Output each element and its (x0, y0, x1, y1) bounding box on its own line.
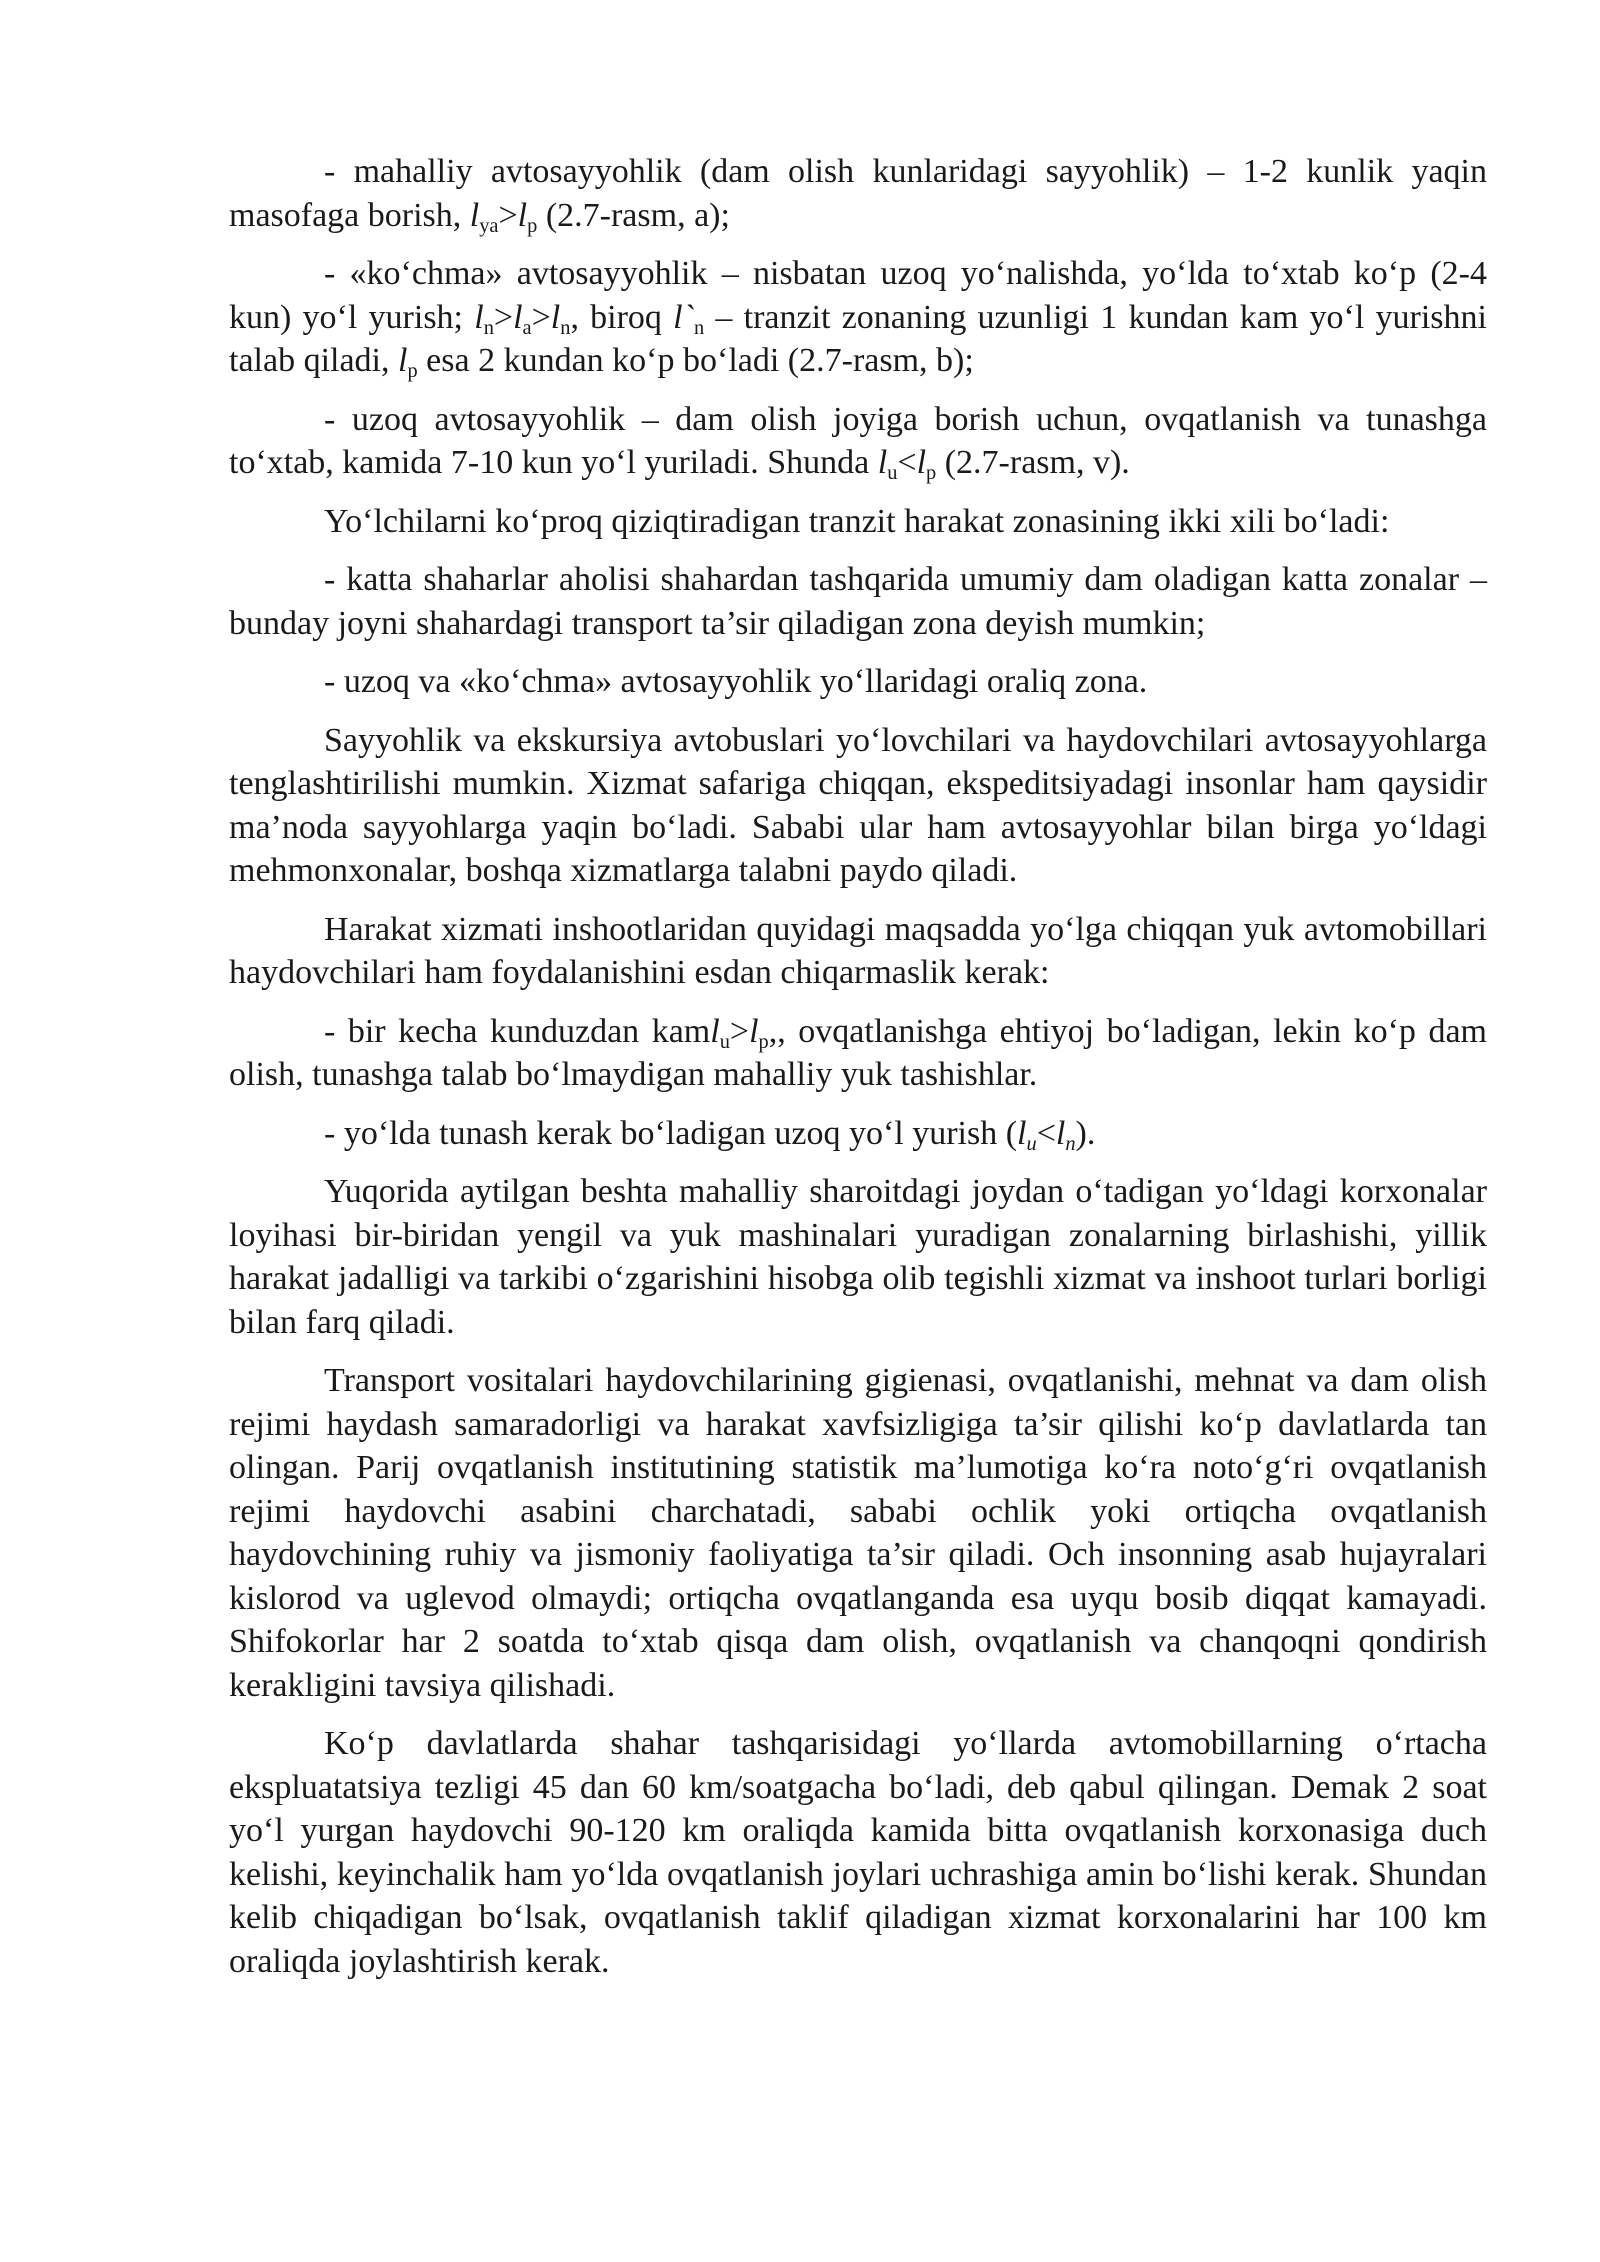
italic-variable: l (710, 1012, 720, 1050)
text-run: Harakat xizmati inshootlaridan quyidagi maqsadda yo‘lga chiqqan yuk avtomobillari haydovchilari ham foydalanishini esdan chiqarmaslik kerak: (229, 910, 1487, 991)
paragraph-enterprise-projects (229, 1170, 1487, 1344)
subscript (1027, 1133, 1037, 1155)
subscript-text: n (1065, 1132, 1076, 1155)
subscript: n (693, 316, 705, 339)
subscript: ya (479, 214, 499, 237)
document-page (229, 150, 1487, 1983)
subscript (1065, 1133, 1075, 1155)
subscript: p (407, 360, 418, 383)
italic-variable: l (916, 444, 927, 481)
text-run: < (897, 444, 917, 481)
paragraph-intermediate-zone (229, 660, 1487, 704)
italic-variable: l (517, 196, 528, 234)
subscript: a (522, 316, 532, 339)
text-run: > (498, 196, 518, 234)
text-run: Sayyohlik va ekskursiya avtobuslari yo‘lovchilari va haydovchilari avtosayyohlarga tenglashtirilishi mumkin. Xizmat safariga chiqqan, ekspeditsiyadagi insonlar ham qaysidir ma’noda sayyohlarga yaqin bo‘ladi. Sababi ular ham avtosayyohlar bilan birga yo‘ldagi mehmonxonalar, boshqa xizmatlarga talabni paydo qiladi. (229, 721, 1487, 889)
text-run: - yo‘lda tunash kerak bo‘ladigan uzoq yo‘l yurish ( (324, 1114, 1018, 1152)
subscript: n (560, 316, 571, 339)
paragraph-long-haul (229, 1112, 1487, 1156)
italic-variable: l (398, 342, 408, 379)
paragraph-local-freight (229, 1010, 1487, 1097)
text-run: , biroq (570, 298, 674, 336)
text-run: (2.7-rasm, a); (537, 196, 730, 234)
paragraph-transit-zones-intro (229, 500, 1487, 544)
subscript: p (926, 462, 937, 485)
text-run: - «ko‘chma» avtosayyohlik – nisbatan uzoq yo‘nalishda, yo‘lda to‘xtab ko‘p (2-4 kun) yo‘l yurish; (229, 255, 1487, 336)
text-run: > (729, 1012, 750, 1050)
paragraph-long-autotourism (229, 398, 1487, 485)
paragraph-local-autotourism (229, 150, 1487, 237)
text-run: - uzoq avtosayyohlik – dam olish joyiga borish uchun, ovqatlanish va tunashga to‘xtab, kamida 7-10 kun yo‘l yuriladi. Shunda (229, 400, 1487, 481)
text-run: - katta shaharlar aholisi shahardan tashqarida umumiy dam oladigan katta zonalar –bunday joyni shahardagi transport ta’sir qiladigan zona deyish mumkin; (229, 561, 1487, 642)
subscript: p (527, 214, 538, 237)
text-run: Transport vositalari haydovchilarining gigienasi, ovqatlanishi, mehnat va dam olish rejimi haydash samaradorligi va harakat xavfsizligiga ta’sir qilishi ko‘p davlatlarda tan olingan. Parij ovqatlanish institutining statistik ma’lumotiga ko‘ra noto‘g‘ri ovqatlanish rejimi haydovchi asabini charchatadi, sababi ochlik yoki ortiqcha ovqatlanish haydovchining ruhiy va jismoniy faoliyatiga ta’sir qiladi. Och insonning asab hujayralari kislorod va uglevod olmaydi; ortiqcha ovqatlanganda esa uyqu bosib diqqat kamayadi. Shifokorlar har 2 soatda to‘xtab qisqa dam olish, ovqatlanish va chanqoqni qondirish kerakligini tavsiya qilishadi. (229, 1362, 1487, 1704)
text-run: esa 2 kundan ko‘p bo‘ladi (2.7-rasm, b); (417, 342, 974, 379)
subscript: n (483, 316, 494, 339)
italic-variable: l (550, 298, 561, 336)
text-run: ). (1075, 1114, 1096, 1152)
text-run: > (493, 298, 514, 336)
paragraph-large-city-zones (229, 558, 1487, 645)
italic-variable: l (513, 298, 523, 336)
paragraph-operating-speed (229, 1722, 1487, 1983)
paragraph-bus-travellers (229, 719, 1487, 893)
subscript: u (887, 462, 898, 485)
italic-variable: l (469, 196, 480, 234)
paragraph-truck-drivers (229, 908, 1487, 995)
text-run: Ko‘p davlatlarda shahar tashqarisidagi yo‘llarda avtomobillarning o‘rtacha ekspluatatsiya tezligi 45 dan 60 km/soatgacha bo‘ladi, deb qabul qilingan. Demak 2 soat yo‘l yurgan haydovchi 90-120 km oraliqda kamida bitta ovqatlanish korxonasiga duch kelishi, keyinchalik ham yo‘lda ovqatlanish joylari uchrashiga amin bo‘lishi kerak. Shundan kelib chiqadigan bo‘lsak, ovqatlanish taklif qiladigan xizmat korxonalarini har 100 km oraliqda joylashtirish kerak. (229, 1725, 1487, 1980)
text-run: < (1036, 1114, 1056, 1152)
italic-variable: l (1017, 1114, 1027, 1152)
text-run: – tranzit zonaning uzunligi 1 kundan kam yo‘l yurishni talab qiladi, (229, 298, 1487, 379)
subscript: u (719, 1030, 730, 1053)
italic-variable: l (1055, 1114, 1066, 1152)
text-run: > (531, 298, 551, 336)
text-run: - uzoq va «ko‘chma» avtosayyohlik yo‘llaridagi oraliq zona. (324, 663, 1148, 700)
text-run: Yo‘lchilarni ko‘proq qiziqtiradigan tranzit harakat zonasining ikki xili bo‘ladi: (324, 502, 1390, 540)
italic-variable: l` (673, 298, 694, 336)
paragraph-mobile-autotourism (229, 252, 1487, 383)
italic-variable: l (474, 298, 484, 336)
text-run: - bir kecha kunduzdan kam (324, 1012, 711, 1050)
text-run: ,, ovqatlanishga ehtiyoj bo‘ladigan, lekin ko‘p dam olish, tunashga talab bo‘lmaydigan mahalliy yuk tashishlar. (229, 1012, 1487, 1093)
italic-variable: l (877, 444, 888, 481)
text-run: (2.7-rasm, v). (936, 444, 1130, 481)
subscript-text: u (1026, 1132, 1037, 1155)
italic-variable: l (749, 1012, 759, 1050)
subscript: p (758, 1030, 769, 1053)
paragraph-driver-hygiene (229, 1359, 1487, 1707)
text-run: Yuqorida aytilgan beshta mahalliy sharoitdagi joydan o‘tadigan yo‘ldagi korxonalar loyihasi bir-biridan yengil va yuk mashinalari yuradigan zonalarning birlashishi, yillik harakat jadalligi va tarkibi o‘zgarishini hisobga olib tegishli xizmat va inshoot turlari borligi bilan farq qiladi. (229, 1173, 1487, 1341)
text-run: - mahalliy avtosayyohlik (dam olish kunlaridagi sayyohlik) – 1-2 kunlik yaqin masofaga borish, (229, 153, 1487, 234)
